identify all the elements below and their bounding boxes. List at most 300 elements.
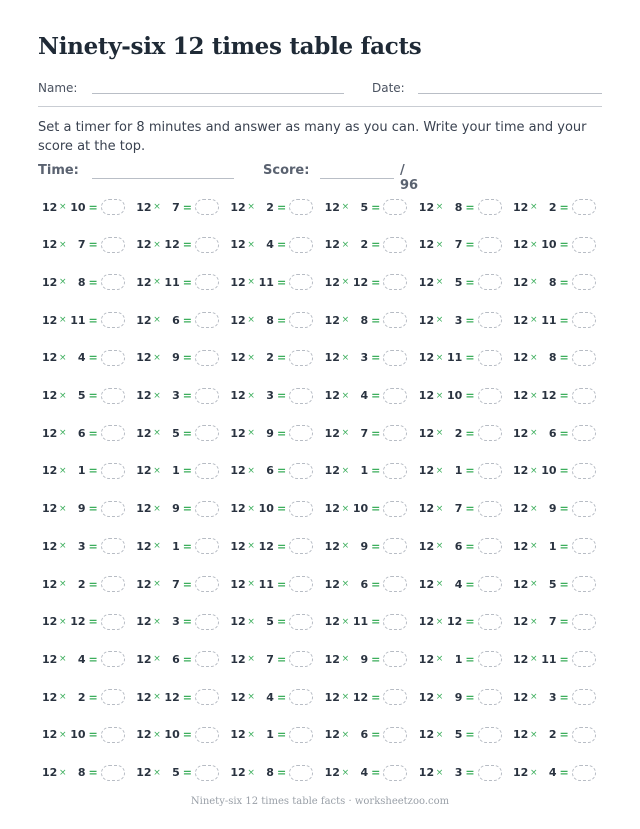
times-sign: ×: [530, 277, 538, 288]
answer-box[interactable]: [195, 576, 219, 592]
multiplier: 4: [548, 766, 557, 779]
answer-box[interactable]: [478, 501, 502, 517]
fact-cell: [419, 196, 502, 218]
equals-sign: =: [182, 766, 192, 779]
times-sign: ×: [153, 692, 161, 703]
answer-box[interactable]: [572, 501, 596, 517]
score-line[interactable]: [320, 178, 394, 179]
times-sign: ×: [530, 654, 538, 665]
equals-sign: =: [559, 351, 569, 365]
equals-sign: =: [276, 615, 287, 629]
answer-box[interactable]: [572, 237, 596, 253]
answer-box[interactable]: [383, 538, 407, 554]
times-sign: ×: [153, 541, 161, 552]
equals-sign: =: [276, 464, 287, 478]
multiplicand: 12: [324, 502, 340, 516]
fact-cell: [42, 347, 125, 369]
times-sign: ×: [530, 541, 538, 552]
times-sign: ×: [59, 239, 67, 250]
multiplier: 1: [266, 728, 274, 742]
answer-box[interactable]: [289, 199, 313, 215]
equals-sign: =: [276, 652, 287, 666]
fact-cell: [513, 648, 596, 670]
equals-sign: =: [465, 200, 475, 214]
multiplier: 12: [164, 238, 180, 252]
answer-box[interactable]: [383, 651, 407, 667]
multiplier: 5: [172, 426, 180, 440]
equals-sign: =: [465, 652, 475, 666]
times-sign: ×: [530, 239, 538, 250]
multiplier: 4: [454, 577, 463, 591]
answer-box[interactable]: [289, 350, 313, 366]
multiplier: 12: [258, 539, 274, 553]
answer-box[interactable]: [572, 388, 596, 404]
answer-box[interactable]: [195, 388, 219, 404]
answer-box[interactable]: [572, 614, 596, 630]
multiplicand: 12: [136, 539, 152, 553]
multiplier: 6: [454, 539, 463, 553]
multiplier: 6: [360, 577, 369, 591]
multiplier: 9: [360, 539, 369, 553]
fact-cell: [42, 460, 125, 482]
answer-box[interactable]: [101, 350, 125, 366]
fact-cell: [325, 385, 408, 407]
multiplicand: 12: [136, 313, 152, 327]
fact-cell: [419, 460, 502, 482]
answer-box[interactable]: [289, 689, 313, 705]
answer-box[interactable]: [572, 312, 596, 328]
answer-box[interactable]: [383, 425, 407, 441]
equals-sign: =: [465, 577, 475, 591]
times-sign: ×: [435, 390, 444, 401]
multiplier: 2: [548, 728, 557, 742]
multiplier: 5: [454, 275, 463, 289]
multiplier: 7: [360, 426, 369, 440]
answer-box[interactable]: [478, 425, 502, 441]
answer-box[interactable]: [101, 199, 125, 215]
equals-sign: =: [465, 766, 475, 779]
multiplier: 12: [352, 275, 369, 289]
answer-box[interactable]: [383, 614, 407, 630]
answer-box[interactable]: [478, 237, 502, 253]
answer-box[interactable]: [195, 651, 219, 667]
fact-cell: [230, 385, 313, 407]
answer-box[interactable]: [478, 651, 502, 667]
equals-sign: =: [465, 238, 475, 252]
answer-box[interactable]: [101, 274, 125, 290]
equals-sign: =: [559, 690, 569, 704]
equals-sign: =: [371, 351, 381, 365]
multiplicand: 12: [513, 389, 529, 402]
multiplier: 3: [266, 389, 274, 402]
multiplicand: 12: [418, 615, 435, 629]
answer-box[interactable]: [478, 576, 502, 592]
equals-sign: =: [88, 766, 98, 779]
fact-cell: [325, 762, 408, 784]
fact-cell: [325, 686, 408, 708]
answer-box[interactable]: [195, 501, 219, 517]
multiplicand: 12: [324, 539, 340, 553]
fact-cell: [42, 498, 125, 520]
multiplicand: 12: [42, 539, 58, 553]
answer-box[interactable]: [383, 463, 407, 479]
fact-cell: [513, 309, 596, 331]
fact-row: [42, 686, 602, 708]
fact-cell: [42, 762, 125, 784]
multiplier: 4: [266, 238, 274, 252]
answer-box[interactable]: [478, 538, 502, 554]
fact-cell: [325, 648, 408, 670]
multiplier: 8: [360, 313, 369, 327]
equals-sign: =: [371, 577, 381, 591]
times-sign: ×: [341, 202, 350, 212]
answer-box[interactable]: [289, 576, 313, 592]
times-sign: ×: [59, 579, 67, 589]
equals-sign: =: [276, 313, 287, 327]
answer-box[interactable]: [289, 727, 313, 743]
answer-box[interactable]: [195, 727, 219, 743]
multiplier: 7: [172, 200, 180, 214]
answer-box[interactable]: [572, 425, 596, 441]
fact-cell: [230, 422, 313, 444]
fact-cell: [136, 535, 219, 557]
fact-cell: [513, 724, 596, 746]
answer-box[interactable]: [289, 425, 313, 441]
multiplicand: 12: [418, 275, 435, 289]
multiplier: 12: [164, 690, 180, 704]
answer-box[interactable]: [289, 614, 313, 630]
multiplicand: 12: [230, 502, 246, 516]
equals-sign: =: [371, 426, 381, 440]
times-sign: ×: [435, 465, 444, 476]
multiplicand: 12: [513, 351, 529, 365]
answer-box[interactable]: [478, 765, 502, 781]
times-sign: ×: [341, 428, 350, 439]
answer-box[interactable]: [101, 501, 125, 517]
answer-box[interactable]: [478, 463, 502, 479]
times-sign: ×: [59, 654, 67, 665]
fact-cell: [136, 271, 219, 293]
fact-cell: [42, 196, 125, 218]
multiplier: 7: [77, 238, 86, 252]
answer-box[interactable]: [195, 237, 219, 253]
times-sign: ×: [247, 579, 255, 589]
answer-box[interactable]: [478, 689, 502, 705]
answer-box[interactable]: [572, 538, 596, 554]
times-sign: ×: [530, 390, 538, 401]
equals-sign: =: [371, 766, 381, 779]
multiplicand: 12: [418, 502, 435, 516]
multiplier: 3: [548, 690, 557, 704]
multiplicand: 12: [136, 238, 152, 252]
equals-sign: =: [276, 577, 287, 591]
answer-box[interactable]: [572, 463, 596, 479]
multiplier: 9: [454, 690, 463, 704]
answer-box[interactable]: [195, 199, 219, 215]
multiplicand: 12: [418, 389, 435, 402]
multiplicand: 12: [230, 652, 246, 666]
equals-sign: =: [371, 275, 381, 289]
answer-box[interactable]: [195, 463, 219, 479]
answer-box[interactable]: [195, 425, 219, 441]
multiplier: 12: [541, 389, 557, 402]
times-sign: ×: [59, 202, 67, 212]
answer-box[interactable]: [289, 388, 313, 404]
times-sign: ×: [341, 277, 350, 288]
equals-sign: =: [371, 200, 381, 214]
equals-sign: =: [182, 615, 192, 629]
fact-cell: [42, 648, 125, 670]
answer-box[interactable]: [289, 538, 313, 554]
multiplier: 9: [266, 426, 274, 440]
equals-sign: =: [559, 313, 569, 327]
multiplier: 2: [266, 351, 274, 365]
multiplier: 5: [172, 766, 180, 779]
times-sign: ×: [530, 579, 538, 589]
fact-cell: [419, 498, 502, 520]
answer-box[interactable]: [572, 765, 596, 781]
multiplicand: 12: [230, 766, 246, 779]
times-sign: ×: [435, 503, 444, 514]
multiplier: 8: [454, 200, 463, 214]
fact-cell: [419, 347, 502, 369]
equals-sign: =: [88, 238, 98, 252]
fact-cell: [136, 234, 219, 256]
equals-sign: =: [88, 615, 98, 629]
fact-cell: [230, 498, 313, 520]
times-sign: ×: [435, 202, 444, 212]
fact-cell: [419, 385, 502, 407]
answer-box[interactable]: [383, 727, 407, 743]
multiplier: 8: [266, 766, 274, 779]
times-sign: ×: [59, 692, 67, 703]
answer-box[interactable]: [101, 765, 125, 781]
multiplier: 6: [548, 426, 557, 440]
answer-box[interactable]: [478, 274, 502, 290]
multiplier: 3: [454, 313, 463, 327]
equals-sign: =: [276, 728, 287, 742]
answer-box[interactable]: [101, 614, 125, 630]
times-sign: ×: [247, 692, 255, 703]
answer-box[interactable]: [289, 312, 313, 328]
answer-box[interactable]: [572, 689, 596, 705]
answer-box[interactable]: [383, 576, 407, 592]
multiplier: 5: [360, 200, 369, 214]
multiplicand: 12: [513, 313, 529, 327]
fact-cell: [325, 611, 408, 633]
times-sign: ×: [341, 692, 350, 703]
date-line[interactable]: [418, 93, 602, 94]
multiplicand: 12: [513, 728, 529, 742]
multiplicand: 12: [136, 652, 152, 666]
answer-box[interactable]: [383, 237, 407, 253]
fact-cell: [513, 196, 596, 218]
equals-sign: =: [465, 389, 475, 402]
answer-box[interactable]: [478, 727, 502, 743]
answer-box[interactable]: [101, 727, 125, 743]
times-sign: ×: [435, 692, 444, 703]
answer-box[interactable]: [383, 501, 407, 517]
answer-box[interactable]: [383, 312, 407, 328]
times-sign: ×: [247, 352, 255, 363]
answer-box[interactable]: [572, 576, 596, 592]
equals-sign: =: [371, 652, 381, 666]
fact-cell: [513, 686, 596, 708]
answer-box[interactable]: [101, 651, 125, 667]
answer-box[interactable]: [195, 538, 219, 554]
fact-cell: [136, 762, 219, 784]
multiplier: 6: [172, 652, 180, 666]
answer-box[interactable]: [289, 274, 313, 290]
equals-sign: =: [88, 577, 98, 591]
fact-cell: [513, 535, 596, 557]
multiplicand: 12: [418, 690, 435, 704]
multiplicand: 12: [513, 539, 529, 553]
answer-box[interactable]: [289, 651, 313, 667]
fact-cell: [513, 573, 596, 595]
multiplicand: 12: [230, 577, 246, 591]
answer-box[interactable]: [101, 463, 125, 479]
multiplier: 5: [548, 577, 557, 591]
multiplier: 2: [548, 200, 557, 214]
multiplier: 11: [541, 313, 557, 327]
multiplicand: 12: [136, 615, 152, 629]
answer-box[interactable]: [289, 237, 313, 253]
answer-box[interactable]: [572, 274, 596, 290]
multiplicand: 12: [324, 389, 340, 402]
multiplicand: 12: [324, 766, 340, 779]
equals-sign: =: [559, 389, 569, 402]
times-sign: ×: [153, 352, 161, 363]
answer-box[interactable]: [383, 689, 407, 705]
multiplier: 2: [454, 426, 463, 440]
answer-box[interactable]: [195, 350, 219, 366]
multiplicand: 12: [230, 238, 246, 252]
answer-box[interactable]: [383, 199, 407, 215]
multiplicand: 12: [513, 652, 529, 666]
multiplicand: 12: [418, 539, 435, 553]
times-sign: ×: [153, 315, 161, 326]
answer-box[interactable]: [289, 463, 313, 479]
answer-box[interactable]: [572, 727, 596, 743]
answer-box[interactable]: [289, 501, 313, 517]
answer-box[interactable]: [572, 199, 596, 215]
fact-cell: [42, 611, 125, 633]
equals-sign: =: [88, 389, 98, 402]
multiplier: 3: [360, 351, 369, 365]
answer-box[interactable]: [101, 538, 125, 554]
answer-box[interactable]: [478, 388, 502, 404]
multiplier: 7: [266, 652, 274, 666]
fact-cell: [136, 460, 219, 482]
equals-sign: =: [276, 351, 287, 365]
multiplier: 4: [360, 389, 369, 402]
answer-box[interactable]: [289, 765, 313, 781]
answer-box[interactable]: [195, 274, 219, 290]
times-sign: ×: [530, 616, 538, 627]
answer-box[interactable]: [383, 274, 407, 290]
fact-cell: [513, 234, 596, 256]
times-sign: ×: [341, 465, 350, 476]
time-line[interactable]: [92, 178, 234, 179]
multiplier: 10: [70, 728, 86, 742]
multiplier: 11: [447, 351, 463, 365]
answer-box[interactable]: [101, 237, 125, 253]
answer-box[interactable]: [478, 614, 502, 630]
times-sign: ×: [153, 767, 161, 778]
multiplier: 7: [172, 577, 180, 591]
multiplicand: 12: [136, 577, 152, 591]
multiplier: 5: [266, 615, 274, 629]
equals-sign: =: [465, 615, 475, 629]
answer-box[interactable]: [195, 689, 219, 705]
multiplicand: 12: [136, 464, 152, 478]
answer-box[interactable]: [572, 350, 596, 366]
times-sign: ×: [153, 239, 161, 250]
answer-box[interactable]: [383, 388, 407, 404]
equals-sign: =: [559, 502, 569, 516]
times-sign: ×: [153, 202, 161, 212]
answer-box[interactable]: [478, 350, 502, 366]
multiplier: 1: [172, 464, 180, 478]
equals-sign: =: [88, 313, 98, 327]
answer-box[interactable]: [478, 199, 502, 215]
answer-box[interactable]: [101, 312, 125, 328]
multiplicand: 12: [324, 238, 340, 252]
equals-sign: =: [182, 389, 192, 402]
fact-cell: [325, 573, 408, 595]
answer-box[interactable]: [195, 765, 219, 781]
answer-box[interactable]: [101, 689, 125, 705]
answer-box[interactable]: [101, 388, 125, 404]
answer-box[interactable]: [572, 651, 596, 667]
answer-box[interactable]: [478, 312, 502, 328]
times-sign: ×: [341, 729, 350, 740]
fact-cell: [325, 309, 408, 331]
answer-box[interactable]: [383, 765, 407, 781]
answer-box[interactable]: [195, 614, 219, 630]
times-sign: ×: [530, 767, 538, 778]
footer: Ninety-six 12 times table facts · worksheetzoo.com: [190, 796, 450, 807]
answer-box[interactable]: [101, 576, 125, 592]
fact-cell: [513, 422, 596, 444]
answer-box[interactable]: [101, 425, 125, 441]
fact-cell: [419, 309, 502, 331]
multiplicand: 12: [513, 502, 529, 516]
answer-box[interactable]: [195, 312, 219, 328]
equals-sign: =: [88, 690, 98, 704]
equals-sign: =: [371, 615, 381, 629]
fact-cell: [42, 422, 125, 444]
equals-sign: =: [276, 426, 287, 440]
fact-cell: [230, 271, 313, 293]
multiplier: 10: [258, 502, 274, 516]
answer-box[interactable]: [383, 350, 407, 366]
fact-row: [42, 460, 602, 482]
equals-sign: =: [276, 275, 287, 289]
multiplicand: 12: [513, 426, 529, 440]
times-sign: ×: [247, 767, 255, 778]
times-sign: ×: [341, 767, 350, 778]
times-sign: ×: [59, 541, 67, 552]
times-sign: ×: [435, 579, 444, 589]
multiplicand: 12: [513, 464, 529, 478]
name-line[interactable]: [92, 93, 344, 94]
equals-sign: =: [465, 690, 475, 704]
multiplicand: 12: [324, 200, 340, 214]
fact-cell: [419, 573, 502, 595]
fact-cell: [230, 234, 313, 256]
